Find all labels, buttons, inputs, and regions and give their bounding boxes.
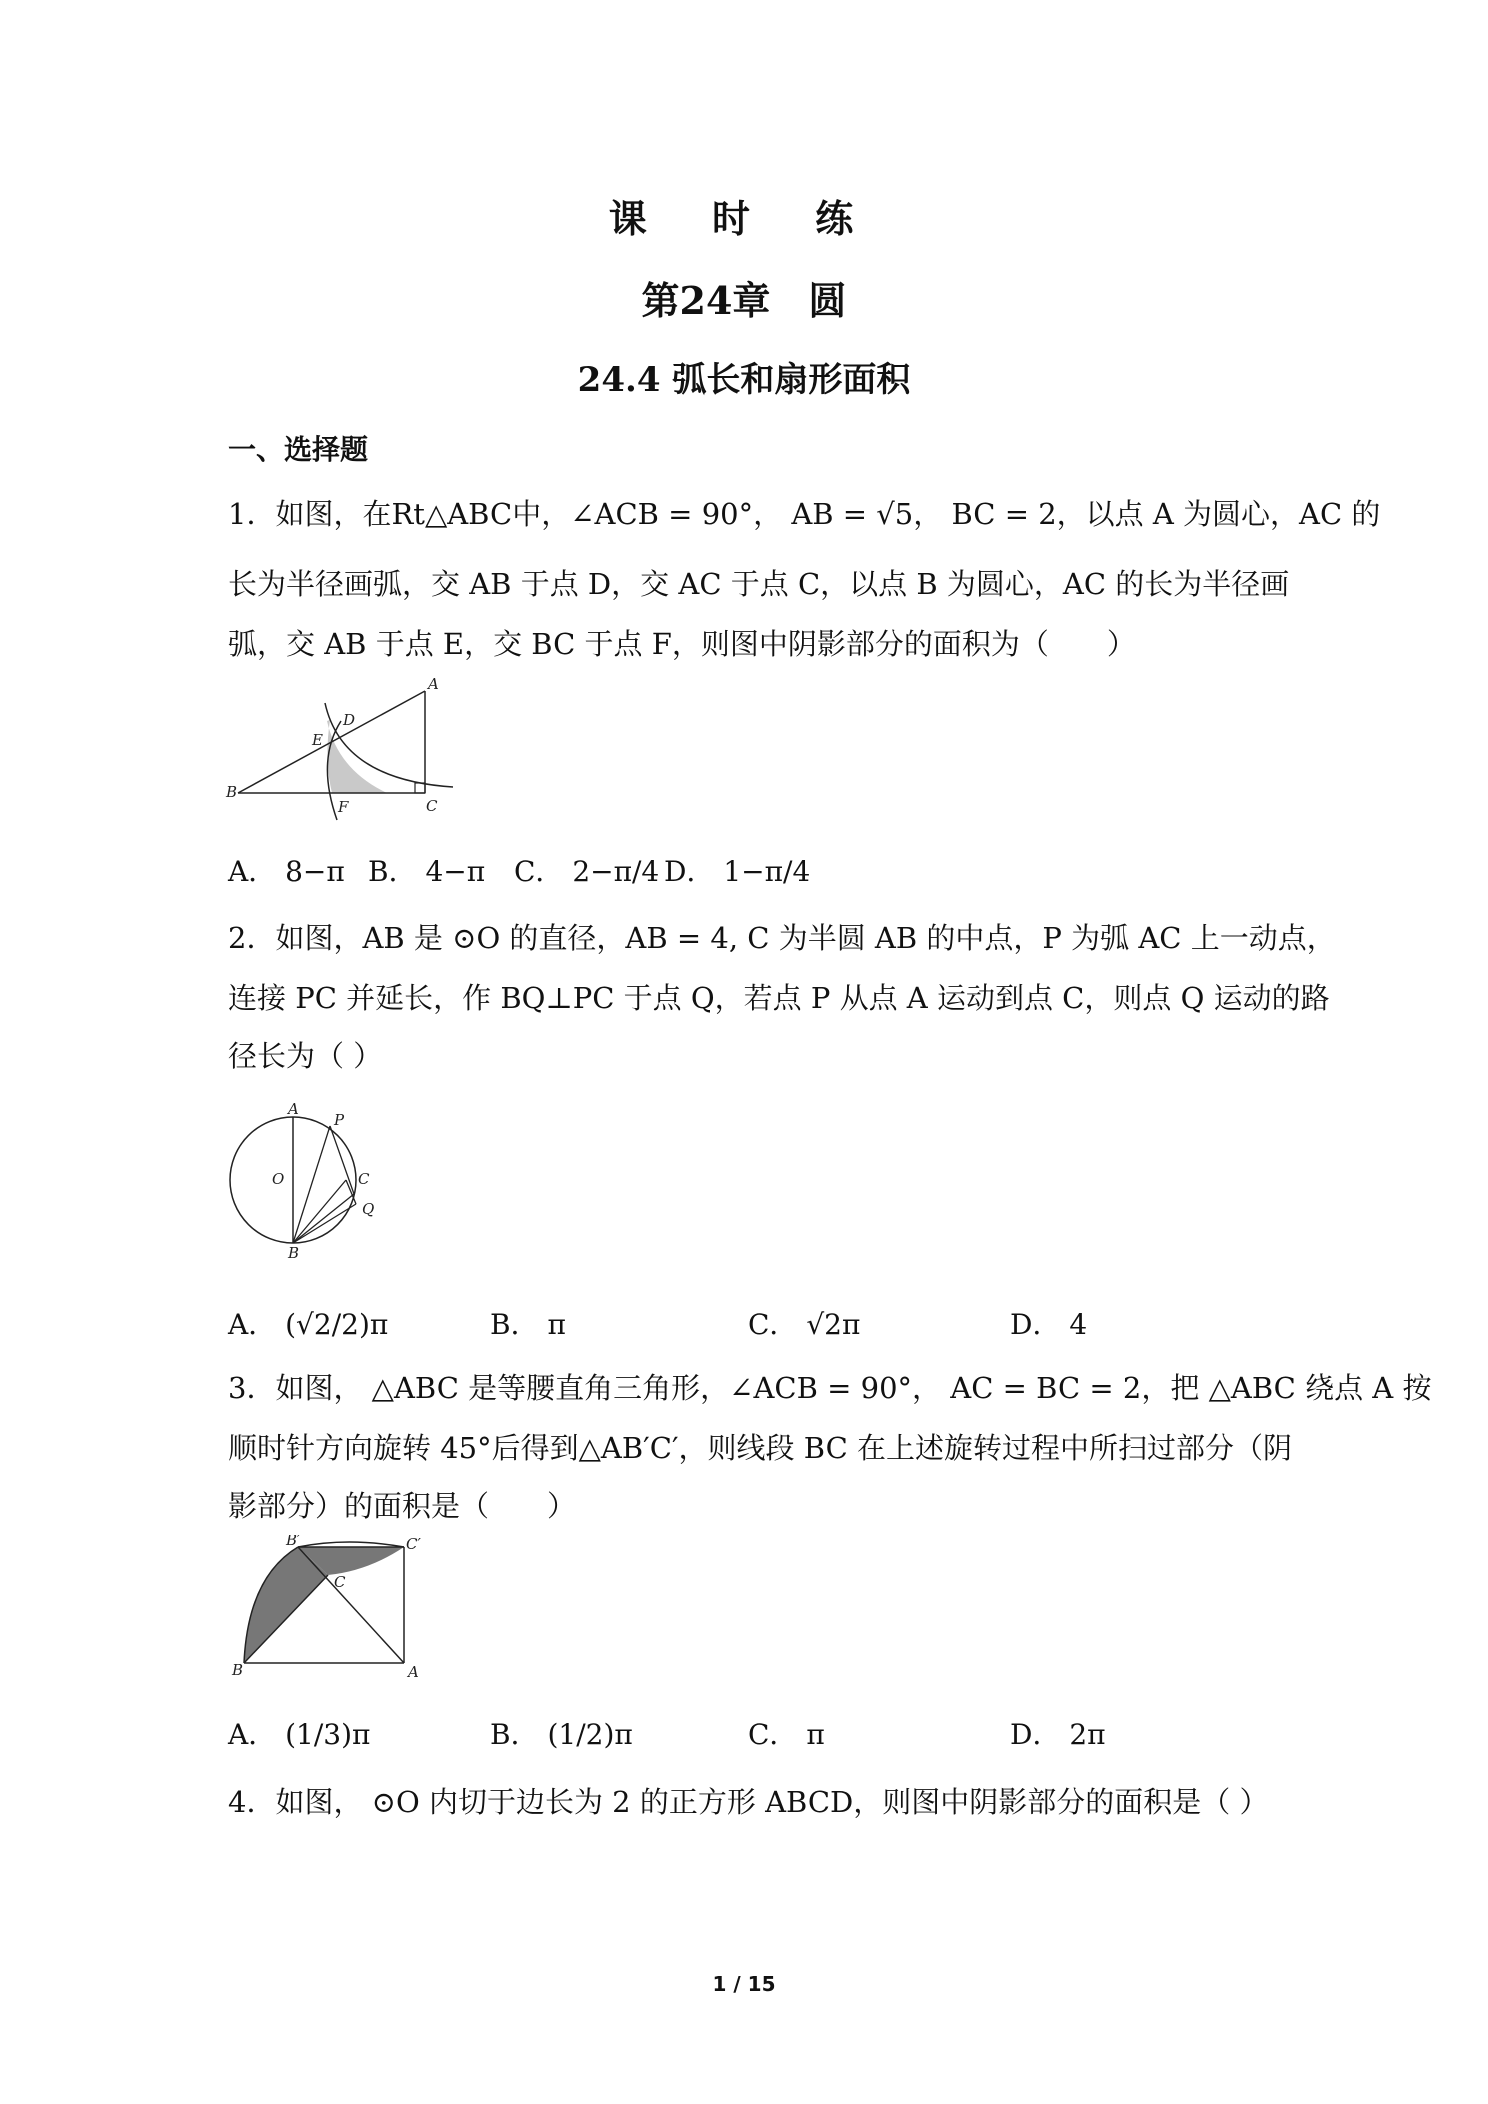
- q1-option-a: A． 8−π: [228, 855, 345, 888]
- q1-label-A: A: [428, 675, 439, 693]
- q2-option-b: B． π: [490, 1308, 566, 1341]
- q2-line-1: 2．如图，AB 是 ⊙O 的直径，AB = 4, C 为半圆 AB 的中点，P 为弧 AC 上一动点，: [228, 921, 1336, 955]
- q3-label-B-prime: B′: [286, 1535, 301, 1549]
- q3-label-B: B: [232, 1661, 244, 1679]
- q3-line-2: 顺时针方向旋转 45°后得到△AB′C′，则线段 BC 在上述旋转过程中所扫过部分（阴: [228, 1431, 1293, 1465]
- q2-label-B: B: [288, 1244, 300, 1260]
- q3-line-3: 影部分）的面积是（ ）: [228, 1489, 577, 1523]
- page-number: 1 / 15: [712, 1972, 776, 1996]
- q1-line-2: 长为半径画弧，交 AB 于点 D，交 AC 于点 C，以点 B 为圆心，AC 的长为半径画: [228, 567, 1290, 601]
- q3-option-d: D． 2π: [1010, 1718, 1106, 1751]
- q2-label-P: P: [334, 1111, 345, 1129]
- q1-label-B: B: [226, 783, 238, 801]
- q2-label-C: C: [358, 1170, 370, 1188]
- page-title: 课 时 练: [608, 196, 880, 241]
- q2-line-3: 径长为（ ）: [228, 1039, 383, 1073]
- q3-option-b: B． (1/2)π: [490, 1718, 633, 1751]
- q1-line-3: 弧，交 AB 于点 E，交 BC 于点 F，则图中阴影部分的面积为（ ）: [228, 627, 1136, 661]
- q1-option-b: B． 4−π: [368, 855, 486, 888]
- chapter-title: 第24章 圆: [641, 278, 847, 323]
- q3-line-1: 3．如图， △ABC 是等腰直角三角形，∠ACB = 90°， AC = BC = 2，把 △ABC 绕点 A 按: [228, 1371, 1432, 1405]
- q4-line-1: 4．如图， ⊙O 内切于边长为 2 的正方形 ABCD，则图中阴影部分的面积是（ ）: [228, 1785, 1269, 1819]
- q2-label-Q: Q: [362, 1200, 375, 1218]
- q3-figure: [228, 1535, 438, 1685]
- q3-option-a: A． (1/3)π: [228, 1718, 371, 1751]
- q2-label-A: A: [288, 1100, 299, 1118]
- q3-option-c: C． π: [748, 1718, 825, 1751]
- q1-figure: [220, 675, 460, 825]
- q1-option-c: C． 2−π/4: [514, 855, 660, 888]
- q2-figure: [220, 1100, 390, 1260]
- q1-label-D: D: [343, 711, 356, 729]
- q2-option-d: D． 4: [1010, 1308, 1088, 1341]
- q1-label-F: F: [338, 798, 349, 816]
- q1-option-d: D． 1−π/4: [664, 855, 811, 888]
- q3-shaded-region: [244, 1547, 328, 1663]
- q2-label-O: O: [272, 1170, 285, 1188]
- q3-label-C-prime: C′: [406, 1535, 421, 1553]
- q2-option-a: A． (√2/2)π: [228, 1308, 389, 1341]
- q2-line-2: 连接 PC 并延长，作 BQ⊥PC 于点 Q，若点 P 从点 A 运动到点 C，则点 Q 运动的路: [228, 981, 1330, 1015]
- section-heading: 一、选择题: [228, 433, 369, 466]
- q3-label-A: A: [408, 1663, 419, 1681]
- q1-label-C: C: [426, 797, 438, 815]
- q2-option-c: C． √2π: [748, 1308, 861, 1341]
- q3-label-C: C: [334, 1573, 346, 1591]
- q1-line-1: 1．如图，在Rt△ABC中，∠ACB = 90°， AB = √5， BC = 2，以点 A 为圆心，AC 的: [228, 497, 1381, 531]
- q1-label-E: E: [312, 731, 323, 749]
- lesson-title: 24.4 弧长和扇形面积: [577, 360, 911, 400]
